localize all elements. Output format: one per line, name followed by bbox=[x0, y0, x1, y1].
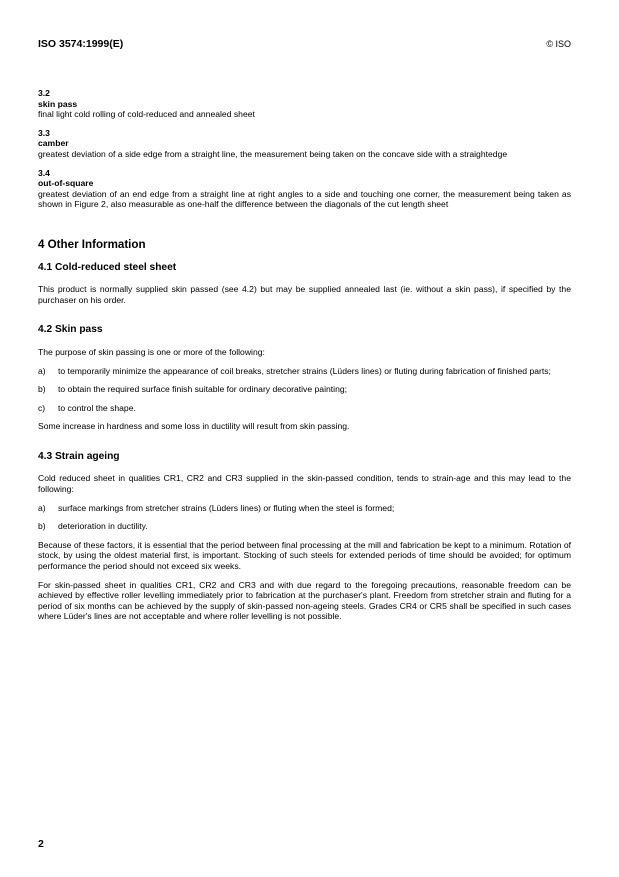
term-number: 3.2 bbox=[38, 88, 50, 98]
paragraph: This product is normally supplied skin passed (see 4.2) but may be supplied annealed last (ie. without a skin pass), if specified by the purchaser on his order. bbox=[38, 284, 571, 305]
list-text: surface markings from stretcher strains (Lüders lines) or fluting when the steel is formed; bbox=[58, 502, 395, 513]
list-item bbox=[38, 384, 571, 395]
list-label: a) bbox=[38, 502, 46, 513]
subsection-heading: 4.3 Strain ageing bbox=[38, 450, 120, 462]
term-definition: greatest deviation of an end edge from a straight line at right angles to a side and touching one corner, the measurement being taken as shown in Figure 2, also measurable as one-half the difference between the diagonals of the cut length sheet bbox=[38, 188, 571, 210]
copyright-notice: © ISO bbox=[546, 39, 571, 49]
term-entry bbox=[38, 88, 571, 120]
term-name: skin pass bbox=[38, 98, 78, 109]
paragraph: Some increase in hardness and some loss in ductility will result from skin passing. bbox=[38, 421, 350, 432]
list-item bbox=[38, 503, 571, 514]
paragraph: Because of these factors, it is essential that the period between final processing at the mill and fabrication be kept to a minimum. Rotation of stock, by using the oldest material first, is important. Stocking of such steels for extended periods of time should be avoided; for optimum performance the period should not exceed six weeks. bbox=[38, 539, 571, 572]
page-number: 2 bbox=[38, 838, 44, 850]
term-definition: greatest deviation of a side edge from a straight line, the measurement being taken on the concave side with a straightedge bbox=[38, 148, 508, 159]
list-text: to obtain the required surface finish suitable for ordinary decorative painting; bbox=[58, 384, 348, 395]
standard-number: ISO 3574:1999(E) bbox=[38, 38, 124, 50]
term-number: 3.4 bbox=[38, 167, 50, 178]
list-label: b) bbox=[38, 384, 46, 395]
list-label: c) bbox=[38, 402, 46, 413]
subsection-4-1 bbox=[38, 263, 571, 306]
list-label: b) bbox=[38, 521, 46, 532]
subsection-4-3 bbox=[38, 452, 571, 622]
paragraph: The purpose of skin passing is one or more of the following: bbox=[38, 346, 265, 357]
paragraph: For skin-passed sheet in qualities CR1, CR2 and CR3 and with due regard to the foregoing precautions, reasonable freedom can be achieved by effective roller levelling immediately prior to fabrication at the purchaser's plant. Freedom from stretcher strain and fluting for a period of six months can be achieved by the supply of skin-passed non-ageing steels. Grades CR4 or CR5 shall be specified in such cases where Lüder's lines are not acceptable and where roller levelling is not possible. bbox=[38, 579, 571, 622]
term-definition: final light cold rolling of cold-reduced and annealed sheet bbox=[38, 109, 255, 120]
subsection-heading: 4.1 Cold-reduced steel sheet bbox=[38, 261, 177, 273]
section-heading: 4 Other Information bbox=[38, 237, 146, 251]
list-item bbox=[38, 521, 571, 532]
list-label: a) bbox=[38, 365, 46, 376]
list-item bbox=[38, 366, 571, 377]
list-item bbox=[38, 403, 571, 414]
term-entry bbox=[38, 128, 571, 160]
term-name: camber bbox=[38, 138, 69, 149]
subsection-heading: 4.2 Skin pass bbox=[38, 324, 103, 336]
list-text: deterioration in ductility. bbox=[58, 521, 148, 532]
term-number: 3.3 bbox=[38, 127, 50, 138]
paragraph: Cold reduced sheet in qualities CR1, CR2 and CR3 supplied in the skin-passed condition, tends to strain-age and this may lead to the following: bbox=[38, 473, 571, 495]
subsection-4-2 bbox=[38, 325, 571, 432]
term-entry bbox=[38, 168, 571, 210]
list-text: to control the shape. bbox=[58, 402, 136, 413]
page-content bbox=[38, 88, 571, 642]
list-text: to temporarily minimize the appearance of coil breaks, stretcher strains (Lüders lines) or fluting during fabrication of finished parts; bbox=[58, 365, 551, 376]
term-name: out-of-square bbox=[38, 178, 94, 189]
